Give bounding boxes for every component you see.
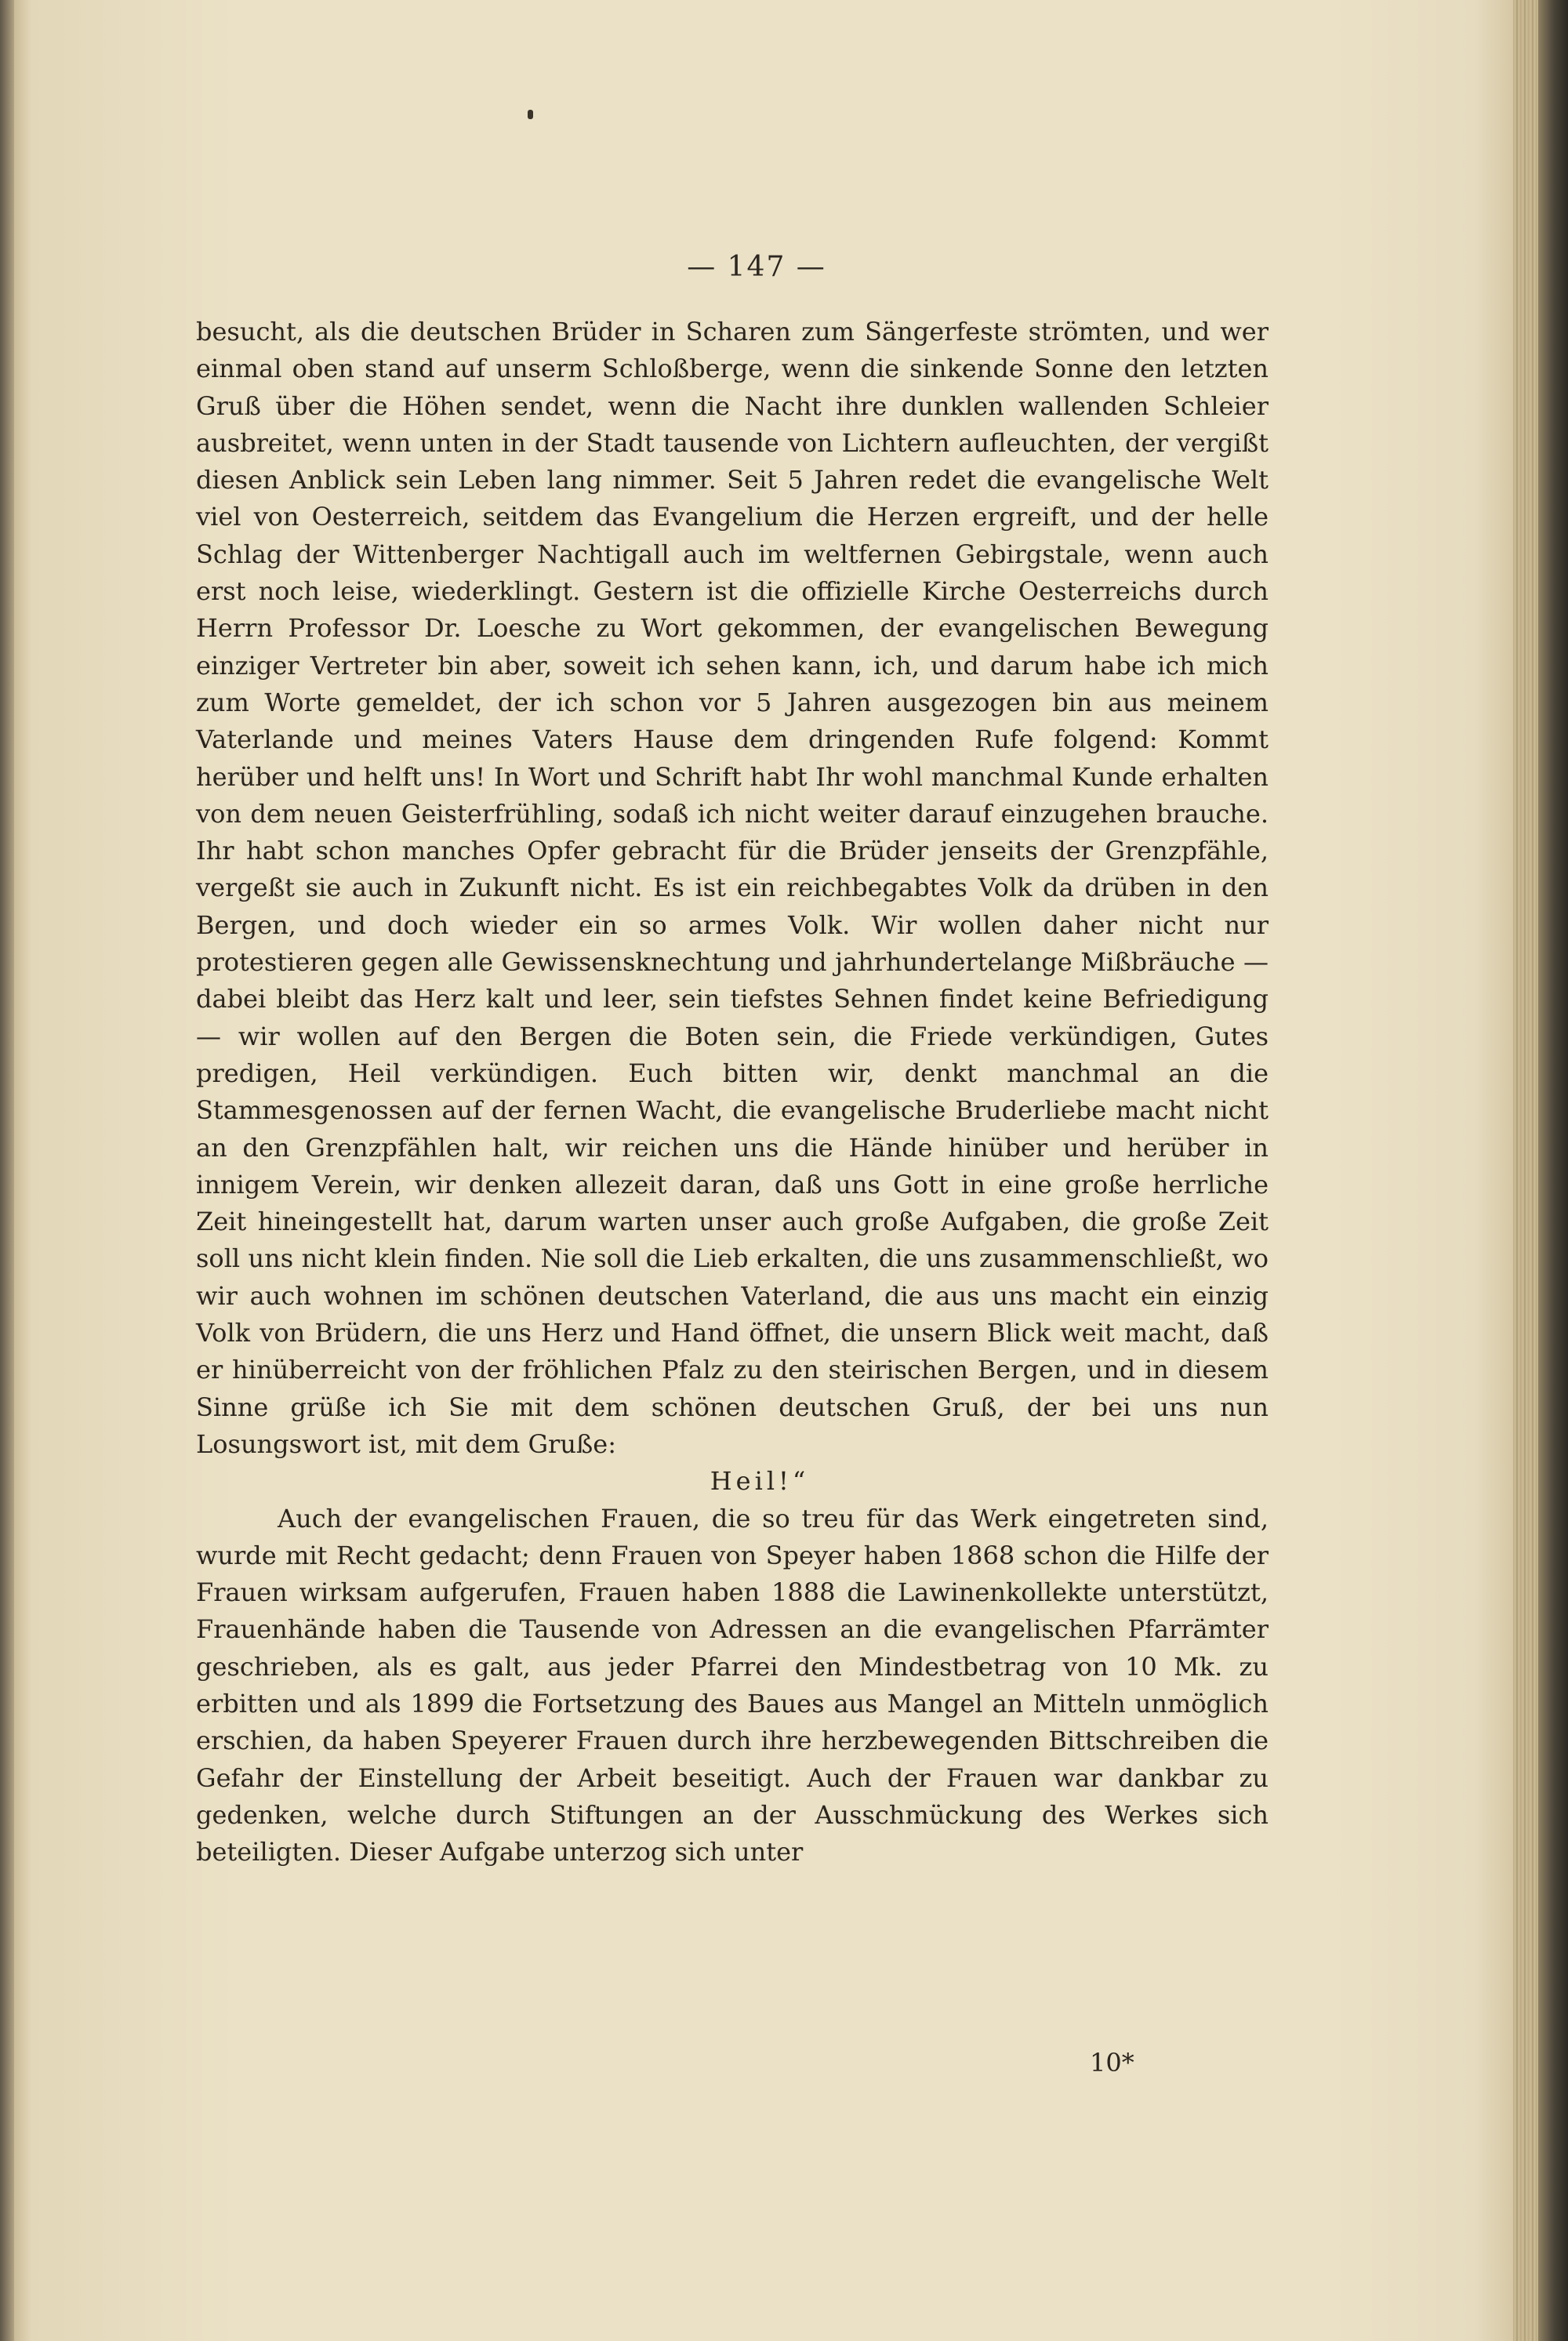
paragraph-women-contribution: Auch der evangelischen Frauen, die so treu für das Werk eingetreten sind, wurde mit Recht gedacht; denn Frauen von Speyer haben 1868 schon die Hilfe der Frauen wirksam aufgerufen, Frauen haben 1888 die Lawinenkollekte unterstützt, Frauenhände haben die Tausende von Adressen an die evangelischen Pfarrämter geschrieben, als es galt, aus jeder Pfarrei den Mindestbetrag von 10 Mk. zu erbitten und als 1899 die Fortsetzung des Baues aus Mangel an Mitteln unmöglich erschien, da haben Speyerer Frauen durch ihre herzbewegenden Bittschreiben die Gefahr der Einstellung der Arbeit beseitigt. Auch der Frauen war dankbar zu gedenken, welche durch Stiftungen an der Ausschmückung des Werkes sich beteiligten. Dieser Aufgabe unterzog sich unter	[196, 1503, 1269, 1867]
page-body	[196, 314, 1269, 1871]
ink-speck	[528, 110, 533, 119]
book-cover-edge	[1538, 0, 1568, 2341]
paragraph-speech-continuation: besucht, als die deutschen Brüder in Scharen zum Sängerfeste strömten, und wer einmal oben stand auf unserm Schloßberge, wenn die sinkende Sonne den letzten Gruß über die Höhen sendet, wenn die Nacht ihre dunklen wallenden Schleier ausbreitet, wenn unten in der Stadt tausende von Lichtern aufleuchten, der vergißt diesen Anblick sein Leben lang nimmer. Seit 5 Jahren redet die evangelische Welt viel von Oesterreich, seitdem das Evangelium die Herzen ergreift, und der helle Schlag der Wittenberger Nachtigall auch im weltfernen Gebirgstale, wenn auch erst noch leise, wiederklingt. Gestern ist die offizielle Kirche Oesterreichs durch Herrn Professor Dr. Loesche zu Wort gekommen, der evangelischen Bewegung einziger Vertreter bin aber, soweit ich sehen kann, ich, und darum habe ich mich zum Worte gemeldet, der ich schon vor 5 Jahren ausgezogen bin aus meinem Vaterlande und meines Vaters Hause dem dringenden Rufe folgend: Kommt herüber und helft uns! In Wort und Schrift habt Ihr wohl manchmal Kunde erhalten von dem neuen Geisterfrühling, sodaß ich nicht weiter darauf einzugehen brauche. Ihr habt schon manches Opfer gebracht für die Brüder jenseits der Grenzpfähle, vergeßt sie auch in Zukunft nicht. Es ist ein reichbegabtes Volk da drüben in den Bergen, und doch wieder ein so armes Volk. Wir wollen daher nicht nur protestieren gegen alle Gewissensknechtung und jahrhundertelange Mißbräuche — dabei bleibt das Herz kalt und leer, sein tiefstes Sehnen findet keine Befriedigung — wir wollen auf den Bergen die Boten sein, die Friede verkündigen, Gutes predigen, Heil verkündigen. Euch bitten wir, denkt manchmal an die Stammesgenossen auf der fernen Wacht, die evangelische Bruderliebe macht nicht an den Grenzpfählen halt, wir reichen uns die Hände hinüber und herüber in innigem Verein, wir denken allezeit daran, daß uns Gott in eine große herrliche Zeit hineingestellt hat, darum warten unser auch große Aufgaben, die große Zeit soll uns nicht klein finden. Nie soll die Lieb erkalten, die uns zusammenschließt, wo wir auch wohnen im schönen deutschen Vaterland, die aus uns macht ein einzig Volk von Brüdern, die uns Herz und Hand öffnet, die unsern Blick weit macht, daß er hinüberreicht von der fröhlichen Pfalz zu den steirischen Bergen, und in diesem Sinne grüße ich Sie mit dem schönen deutschen Gruß, der bei uns nun Losungswort ist, mit dem Gruße:	[196, 317, 1269, 1459]
sheet-signature-mark: 10*	[1090, 2048, 1134, 2078]
paragraph-closing-salute: Heil!“	[710, 1466, 810, 1497]
book-spine-shadow	[0, 0, 14, 2341]
page-number-header: — 147 —	[687, 251, 826, 283]
